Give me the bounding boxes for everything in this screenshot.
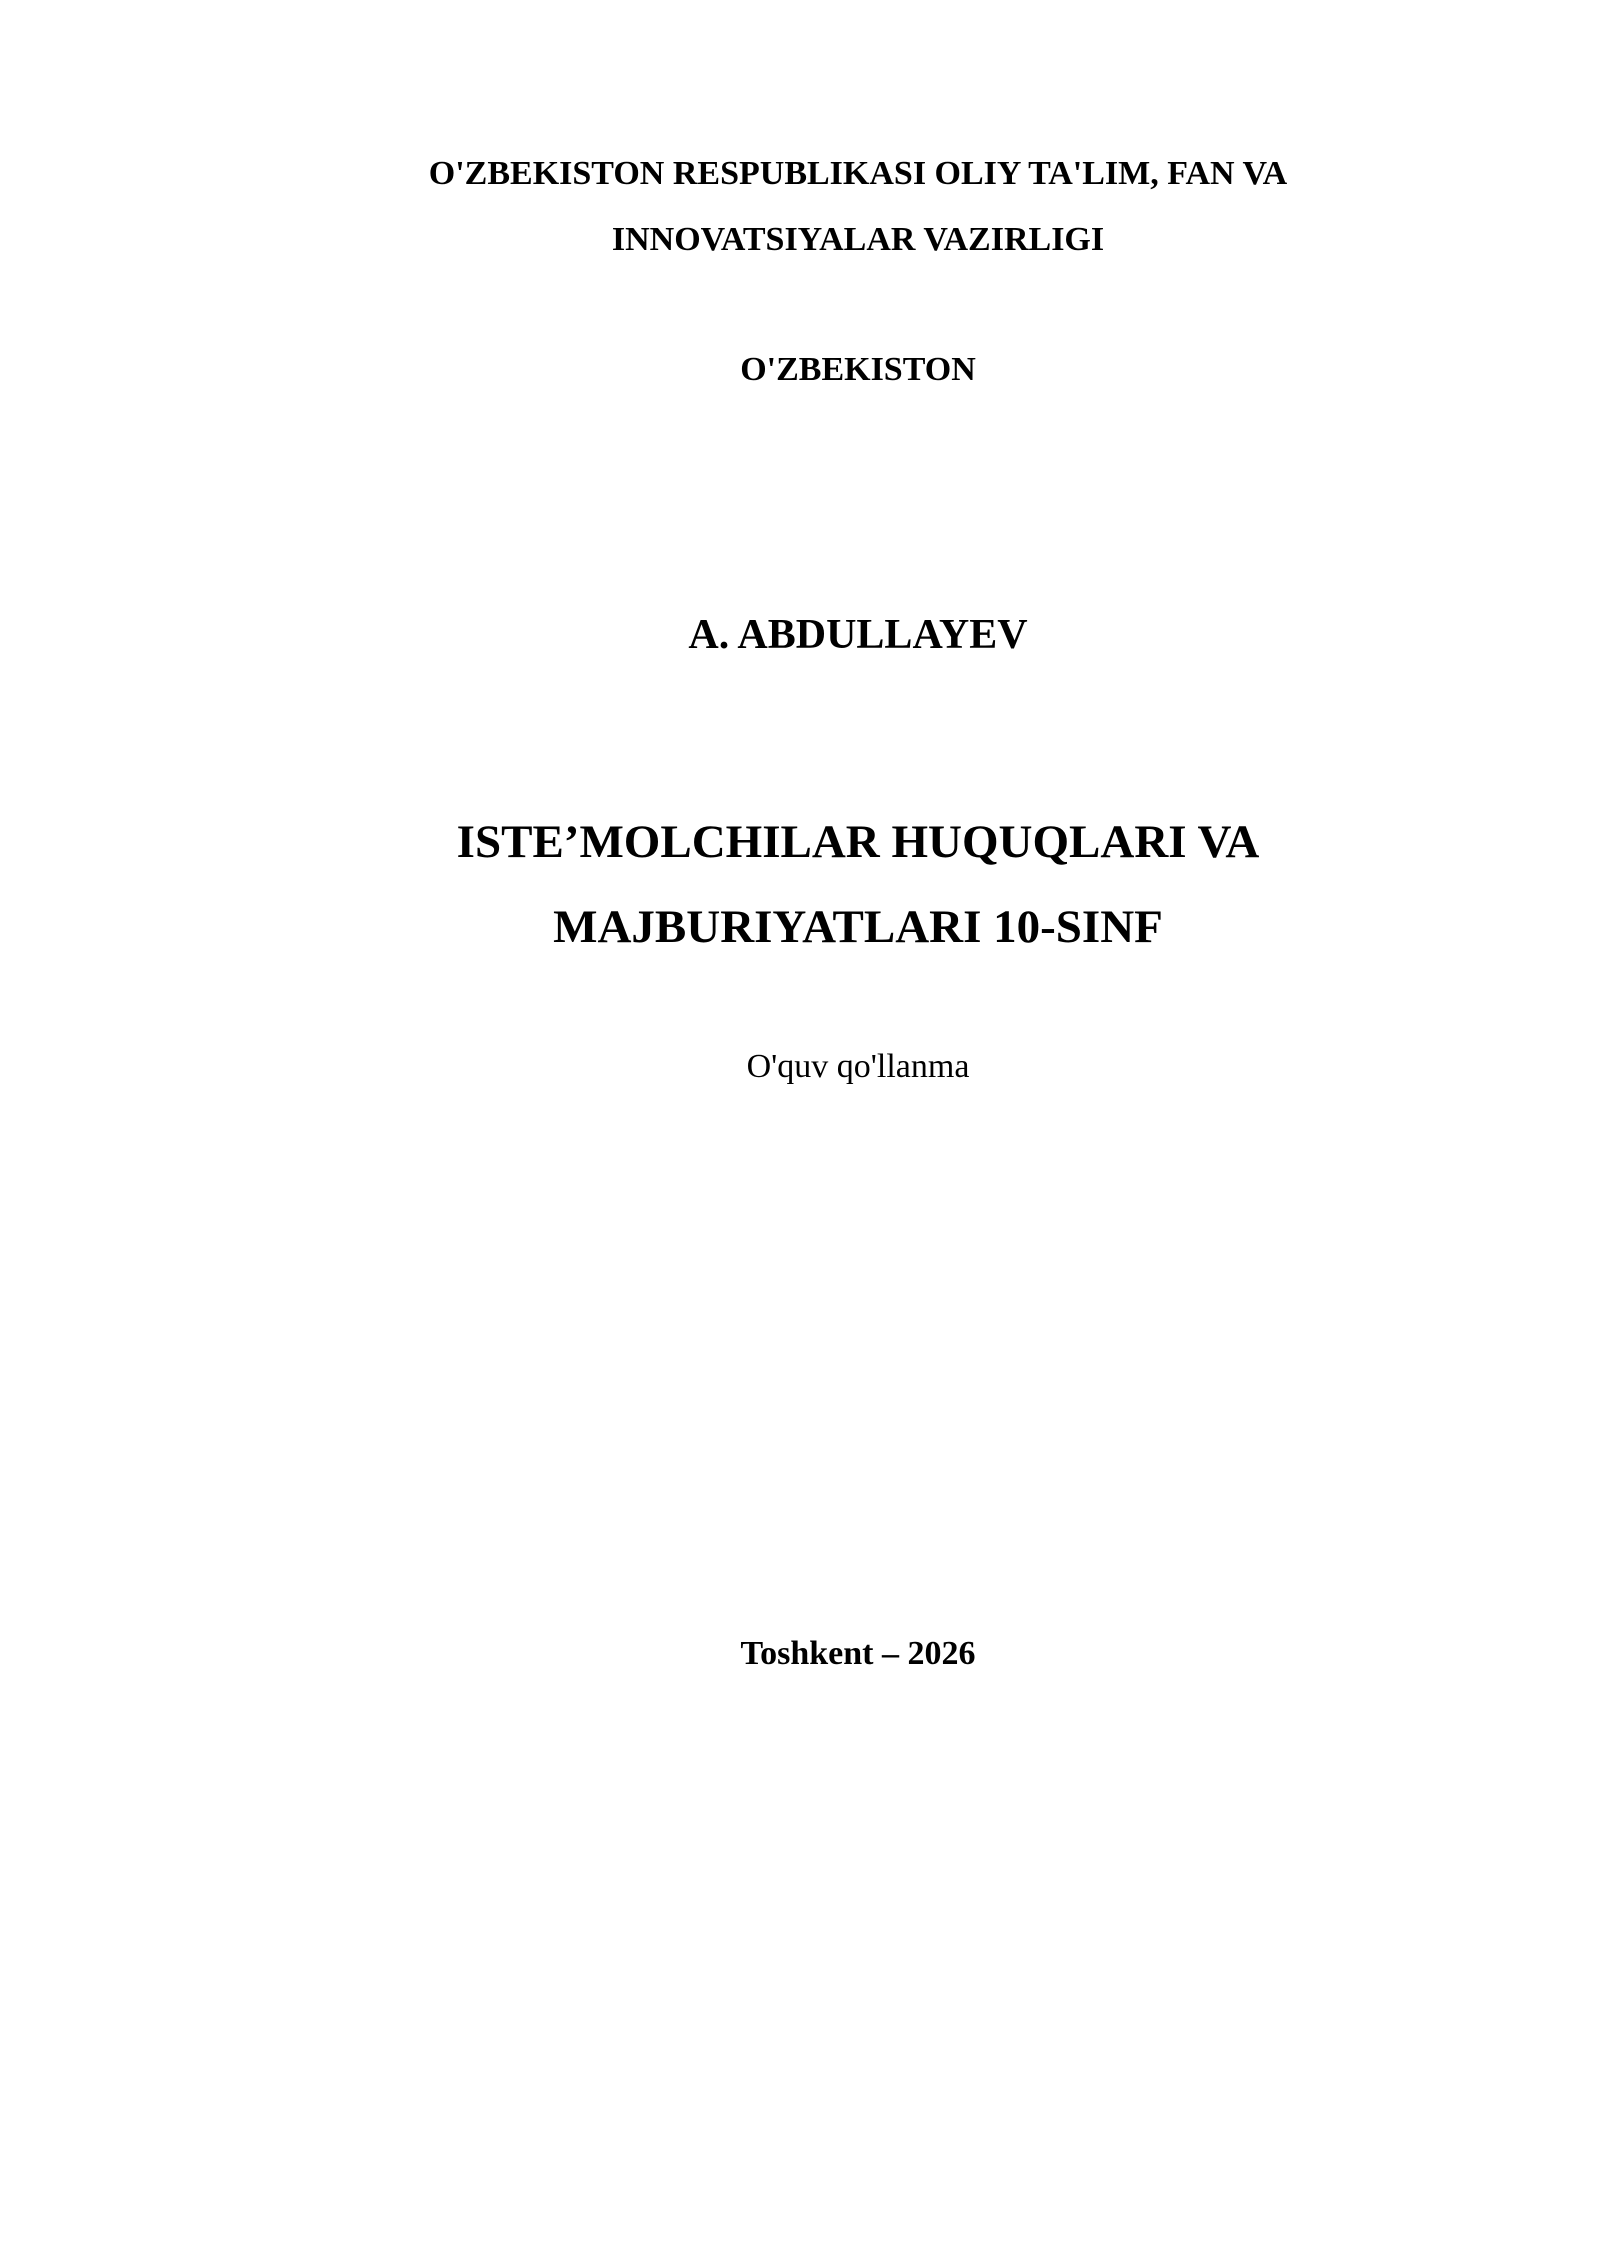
ministry-name-line-1: O'ZBEKISTON RESPUBLIKASI OLIY TA'LIM, FAN VA [428, 155, 1288, 192]
publication-place-year: Toshkent – 2026 [740, 1635, 976, 1672]
country-heading: O'ZBEKISTON [740, 351, 976, 388]
book-title-line-2: MAJBURIYATLARI 10-SINF [553, 901, 1163, 953]
book-type-subtitle: O'quv qo'llanma [746, 1048, 970, 1085]
author-name: A. ABDULLAYEV [688, 612, 1028, 658]
book-title-line-1: ISTE’MOLCHILAR HUQUQLARI VA [456, 816, 1260, 868]
ministry-name-line-2: INNOVATSIYALAR VAZIRLIGI [611, 221, 1105, 258]
